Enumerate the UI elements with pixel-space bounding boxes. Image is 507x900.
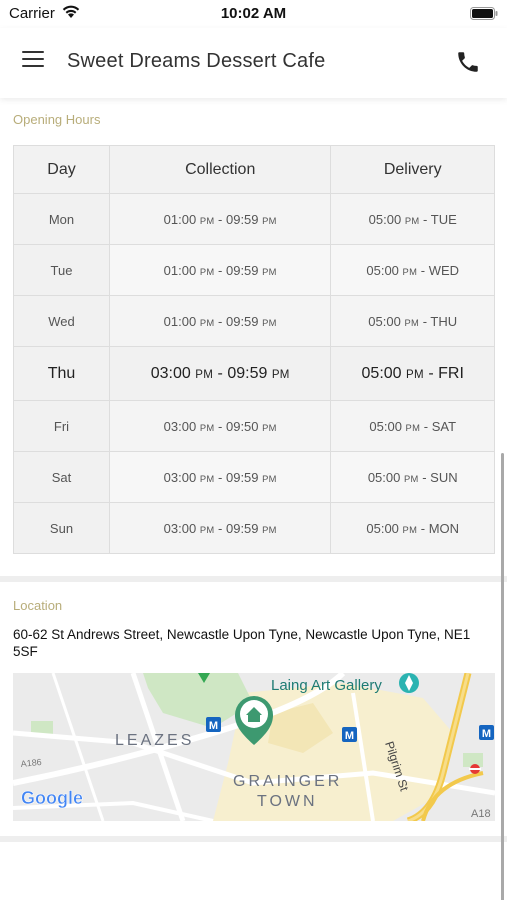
collection-cell: 03:00 PM - 09:50 PM — [110, 401, 331, 452]
main-content — [0, 98, 507, 900]
collection-cell: 03:00 PM - 09:59 PM — [110, 503, 331, 554]
day-cell: Sun — [14, 503, 110, 554]
delivery-cell: 05:00 PM - THU — [331, 296, 495, 347]
app-header — [0, 28, 507, 98]
hamburger-menu-icon[interactable] — [20, 51, 46, 73]
collection-cell: 01:00 PM - 09:59 PM — [110, 296, 331, 347]
table-row — [14, 296, 495, 347]
svg-text:M: M — [481, 728, 492, 740]
collection-cell: 01:00 PM - 09:59 PM — [110, 245, 331, 296]
delivery-cell: 05:00 PM - SAT — [331, 401, 495, 452]
location-label: Location — [13, 598, 63, 613]
clock: 10:02 AM — [220, 5, 287, 22]
google-logo: Google — [21, 788, 83, 808]
battery-icon — [470, 7, 498, 20]
section-divider — [0, 836, 507, 842]
map-label: Laing Art Gallery — [271, 677, 382, 694]
map-label: Pilgrim St — [382, 739, 412, 793]
status-bar — [0, 0, 507, 28]
delivery-cell: 05:00 PM - MON — [331, 503, 495, 554]
section-divider — [0, 576, 507, 582]
collection-cell: 03:00 PM - 09:59 PM — [110, 452, 331, 503]
day-cell: Mon — [14, 194, 110, 245]
map-label: LEAZES — [115, 732, 195, 749]
address-text: 60-62 St Andrews Street, Newcastle Upon Tyne, Newcastle Upon Tyne, NE1 5SF — [13, 627, 471, 659]
page-title: Sweet Dreams Dessert Cafe — [67, 50, 326, 72]
collection-cell: 03:00 PM - 09:59 PM — [110, 347, 331, 401]
day-cell: Tue — [14, 245, 110, 296]
table-row — [14, 452, 495, 503]
map-label: A18 — [471, 808, 491, 820]
svg-text:M: M — [344, 730, 355, 742]
map-label: TOWN — [257, 793, 318, 810]
phone-icon[interactable] — [455, 49, 481, 75]
map-label: GRAINGER — [233, 773, 343, 790]
table-row — [14, 401, 495, 452]
opening-hours-table — [13, 145, 495, 554]
map-graphic — [13, 673, 495, 821]
table-header-row — [14, 146, 495, 194]
collection-cell: 01:00 PM - 09:59 PM — [110, 194, 331, 245]
day-cell: Fri — [14, 401, 110, 452]
carrier-label: Carrier — [9, 5, 55, 22]
day-cell: Thu — [14, 347, 110, 401]
table-row — [14, 347, 495, 401]
column-header-delivery: Delivery — [331, 146, 495, 194]
opening-hours-label: Opening Hours — [13, 112, 101, 127]
column-header-collection: Collection — [110, 146, 331, 194]
delivery-cell: 05:00 PM - TUE — [331, 194, 495, 245]
map-label: A186 — [20, 756, 43, 769]
delivery-cell: 05:00 PM - SUN — [331, 452, 495, 503]
scrollbar[interactable] — [501, 453, 504, 900]
column-header-day: Day — [14, 146, 110, 194]
delivery-cell: 05:00 PM - FRI — [331, 347, 495, 401]
table-row — [14, 245, 495, 296]
table-row — [14, 194, 495, 245]
location-map[interactable] — [13, 673, 495, 821]
svg-text:M: M — [208, 720, 219, 732]
table-row — [14, 503, 495, 554]
day-cell: Sat — [14, 452, 110, 503]
day-cell: Wed — [14, 296, 110, 347]
delivery-cell: 05:00 PM - WED — [331, 245, 495, 296]
